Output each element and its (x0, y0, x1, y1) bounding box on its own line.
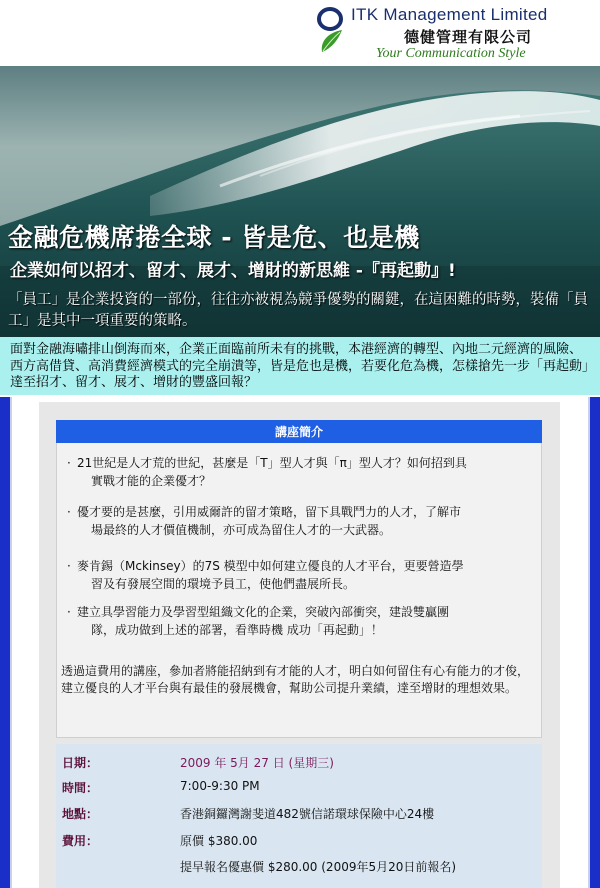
list-item (67, 454, 527, 490)
bullet-marker: · (67, 605, 71, 619)
bullet-marker: · (67, 559, 71, 573)
fee-value: 原價 $380.00 (180, 834, 258, 848)
company-name-en: ITK Management Limited (351, 5, 548, 24)
subheadline: 企業如何以招才、留才、展才、增財的新思維 -『再起動』! (10, 261, 456, 281)
left-border-accent (10, 397, 12, 888)
intro-text: 面對金融海嘯排山倒海而來，企業正面臨前所未有的挑戰，本港經濟的轉型、內地二元經濟的風險、西方高借貸、高消費經濟模式的完全崩潰等，皆是危也是機，若要化危為機，怎樣搶先一步「再起動」達至招才、留才、展才、增財的豐盛回報？ (10, 342, 589, 390)
right-border-bar (590, 397, 600, 888)
section-title: 講座簡介 (274, 425, 323, 439)
bullet-marker: · (67, 505, 71, 519)
list-item-line: 麥肯錫（Mckinsey）的7S 模型中如何建立優良的人才平台，更要營造學 (77, 559, 464, 573)
company-name-zh: 德健管理有限公司 (404, 28, 533, 46)
time-label: 時間： (62, 781, 99, 795)
date-label: 日期： (62, 756, 99, 770)
section-header (56, 420, 542, 443)
left-border-bar (0, 397, 10, 888)
list-item (67, 503, 527, 539)
slogan: Your Communication Style (376, 46, 526, 61)
date-value: 2009 年 5月 27 日 (星期三) (180, 756, 334, 770)
banner-text: 「員工」是企業投資的一部份，往往亦被視為競爭優勢的關鍵，在這困難的時勢，裝備「員工」是其中一項重要的策略。 (8, 292, 588, 329)
venue-label: 地點： (62, 807, 99, 821)
list-item-line: 優才要的是甚麼，引用威爾許的留才策略，留下具戰鬥力的人才，了解市 (77, 505, 462, 519)
list-item-line: 建立具學習能力及學習型組織文化的企業，突破內部衝突，建設雙贏團 (77, 605, 450, 619)
early-fee-value: 提早報名優惠價 $280.00 (2009年5月20日前報名) (180, 860, 457, 874)
event-info-box (56, 744, 542, 888)
list-item (67, 557, 527, 593)
venue-value: 香港銅鑼灣謝斐道482號信諾環球保險中心24樓 (180, 807, 435, 821)
headline: 金融危機席捲全球 - 皆是危、也是機 (8, 223, 420, 252)
header (0, 0, 600, 66)
intro-band (0, 337, 600, 395)
right-border-accent (588, 397, 590, 888)
list-item-line: 習及有發展空間的環境予員工，使他們盡展所長。 (91, 577, 356, 591)
list-item-line: 實戰才能的企業優才？ (91, 474, 212, 488)
list-item (67, 603, 527, 639)
course-intro-box (56, 443, 542, 738)
fee-label: 費用： (62, 834, 99, 848)
course-summary: 透過這費用的講座，參加者將能招納到有才能的人才，明白如何留住有心有能力的才俊，建立優良的人才平台與有最佳的發展機會，幫助公司提升業績，達至增財的理想效果。 (61, 664, 530, 695)
list-item-line: 隊，成功做到上述的部署，看準時機 成功「再起動」！ (91, 623, 383, 637)
list-item-line: 場最終的人才價值機制，亦可成為留住人才的一大武器。 (91, 523, 392, 537)
list-item-line: 21世紀是人才荒的世紀，甚麼是「T」型人才與「π」型人才？如何招到具 (77, 456, 467, 470)
itk-logo-icon (316, 6, 352, 58)
hero-banner (0, 66, 600, 337)
bullet-marker: · (67, 456, 71, 470)
time-value: 7:00-9:30 PM (180, 779, 260, 793)
